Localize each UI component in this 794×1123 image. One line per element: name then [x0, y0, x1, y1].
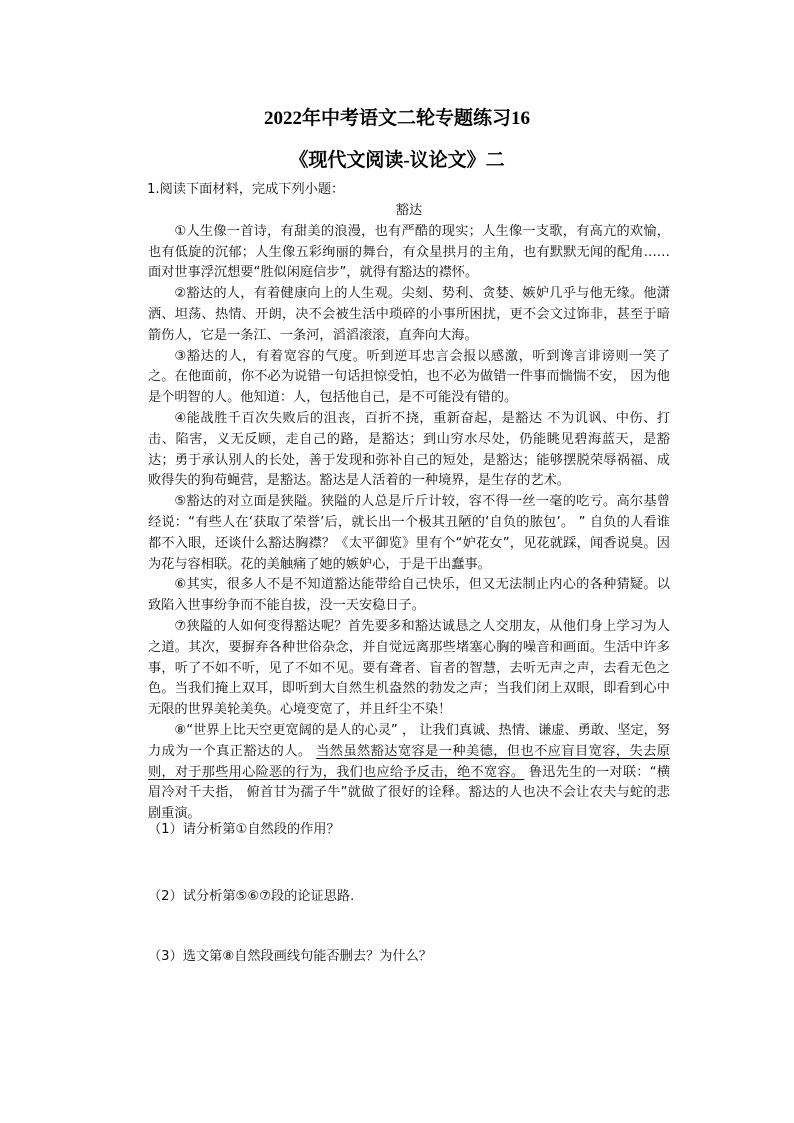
page-title: 2022年中考语文二轮专题练习16 — [263, 108, 530, 129]
paragraph-7: ⑦狭隘的人如何变得豁达呢？首先要多和豁达诚恳之人交朋友，从他们身上学习为人之道。其次，要摒弃各种世俗杂念，并自觉远离那些堵塞心胸的噪音和画面。生活中许多事，听了不如不听，见了不如不见。要有聋者、盲者的智慧，去听无声之声，去看无色之色。当我们掩上双耳，即听到大自然生机盎然的勃发之声；当我们闭上双眼，即看到心中无限的世界美轮美奂。心境变宽了，并且纤尘不染！ — [148, 618, 670, 718]
paragraph-1: ①人生像一首诗，有甜美的浪漫，也有严酷的现实；人生像一支歌，有高亢的欢愉，也有低旋的沉郁；人生像五彩绚丽的舞台，有众星拱月的主角，也有默默无闻的配角……面对世事浮沉想要“胜似闲庭信步”，就得有豁达的襟怀。 — [148, 223, 670, 281]
sub-question-1: （1）请分析第①自然段的作用？ — [148, 822, 340, 837]
article-title: 豁达 — [395, 203, 423, 218]
sub-question-2: （2）试分析第⑤⑥⑦段的论证思路. — [148, 889, 355, 904]
paragraph-4: ④能战胜千百次失败后的沮丧，百折不挠，重新奋起，是豁达 不为讥讽、中伤、打击、陷害，义无反顾，走自己的路，是豁达；到山穷水尽处，仍能眺见碧海蓝天，是豁达；勇于承认别人的长处，善于发现和弥补自己的短处，是豁达；能够摆脱荣辱祸福、成败得失的狗苟蝇营，是豁达。豁达是人活着的一种境界，是生存的艺术。 — [148, 410, 670, 489]
sub-question-3: （3）选文第⑧自然段画线句能否删去？为什么？ — [148, 949, 432, 964]
paragraph-6: ⑥其实，很多人不是不知道豁达能带给自己快乐，但又无法制止内心的各种猜疑。以致陷入世事纷争而不能自拔，没一天安稳日子。 — [148, 577, 670, 614]
paragraph-5: ⑤豁达的对立面是狭隘。狭隘的人总是斤斤计较，容不得一丝一毫的吃亏。高尔基曾经说：“有些人在‘获取了荣誉’后，就长出一个极其丑陋的‘自负的脓包’。 ” 自负的人看谁都不入眼，还谈什么豁达胸襟？《太平御览》里有个“妒花女”，见花就踩，闻香说臭。因为花与容相联。花的美触痛了她的嫉妒心，于是干出蠢事。 — [148, 494, 670, 572]
paragraph-8-lead: ⑧“世界上比天空更宽阔的是人的心灵” ， 让我们真诚、热情、谦虚、勇敢、坚定，努力成为一个真正豁达的人。 — [148, 722, 670, 759]
article — [148, 201, 670, 825]
paragraph-2: ②豁达的人，有着健康向上的人生观。尖刻、势利、贪婪、嫉妒几乎与他无缘。他潇洒、坦荡、热情、开朗，决不会被生活中琐碎的小事所困扰，更不会文过饰非，甚至于暗箭伤人，它是一条江、一条河，滔滔滚滚，直奔向大海。 — [148, 286, 670, 343]
paragraph-8 — [148, 721, 670, 825]
page-subtitle: 《现代文阅读-议论文》二 — [289, 150, 505, 171]
question-intro: 1.阅读下面材料，完成下列小题： — [147, 182, 345, 197]
paragraph-3: ③豁达的人，有着宽容的气度。听到逆耳忠言会报以感激，听到谗言诽谤则一笑了之。在他面前，你不必为说错一句话担惊受怕，也不必为做错一件事而惴惴不安， 因为他是个明智的人。他知道：人，包括他自己，是不可能没有错的。 — [148, 348, 670, 406]
paragraph-8-tail: 鲁迅先生的一对联：“横眉冷对千夫指， 俯首甘为孺子牛”就做了很好的诠释。豁达的人也决不会让农夫与蛇的悲剧重演。 — [148, 764, 671, 822]
underlined-sentence: 当然虽然豁达宽容是一种美德，但也不应盲目宽容，失去原则，对于那些用心险恶的行为，我们也应给予反击，绝不宽容。 — [148, 743, 670, 780]
